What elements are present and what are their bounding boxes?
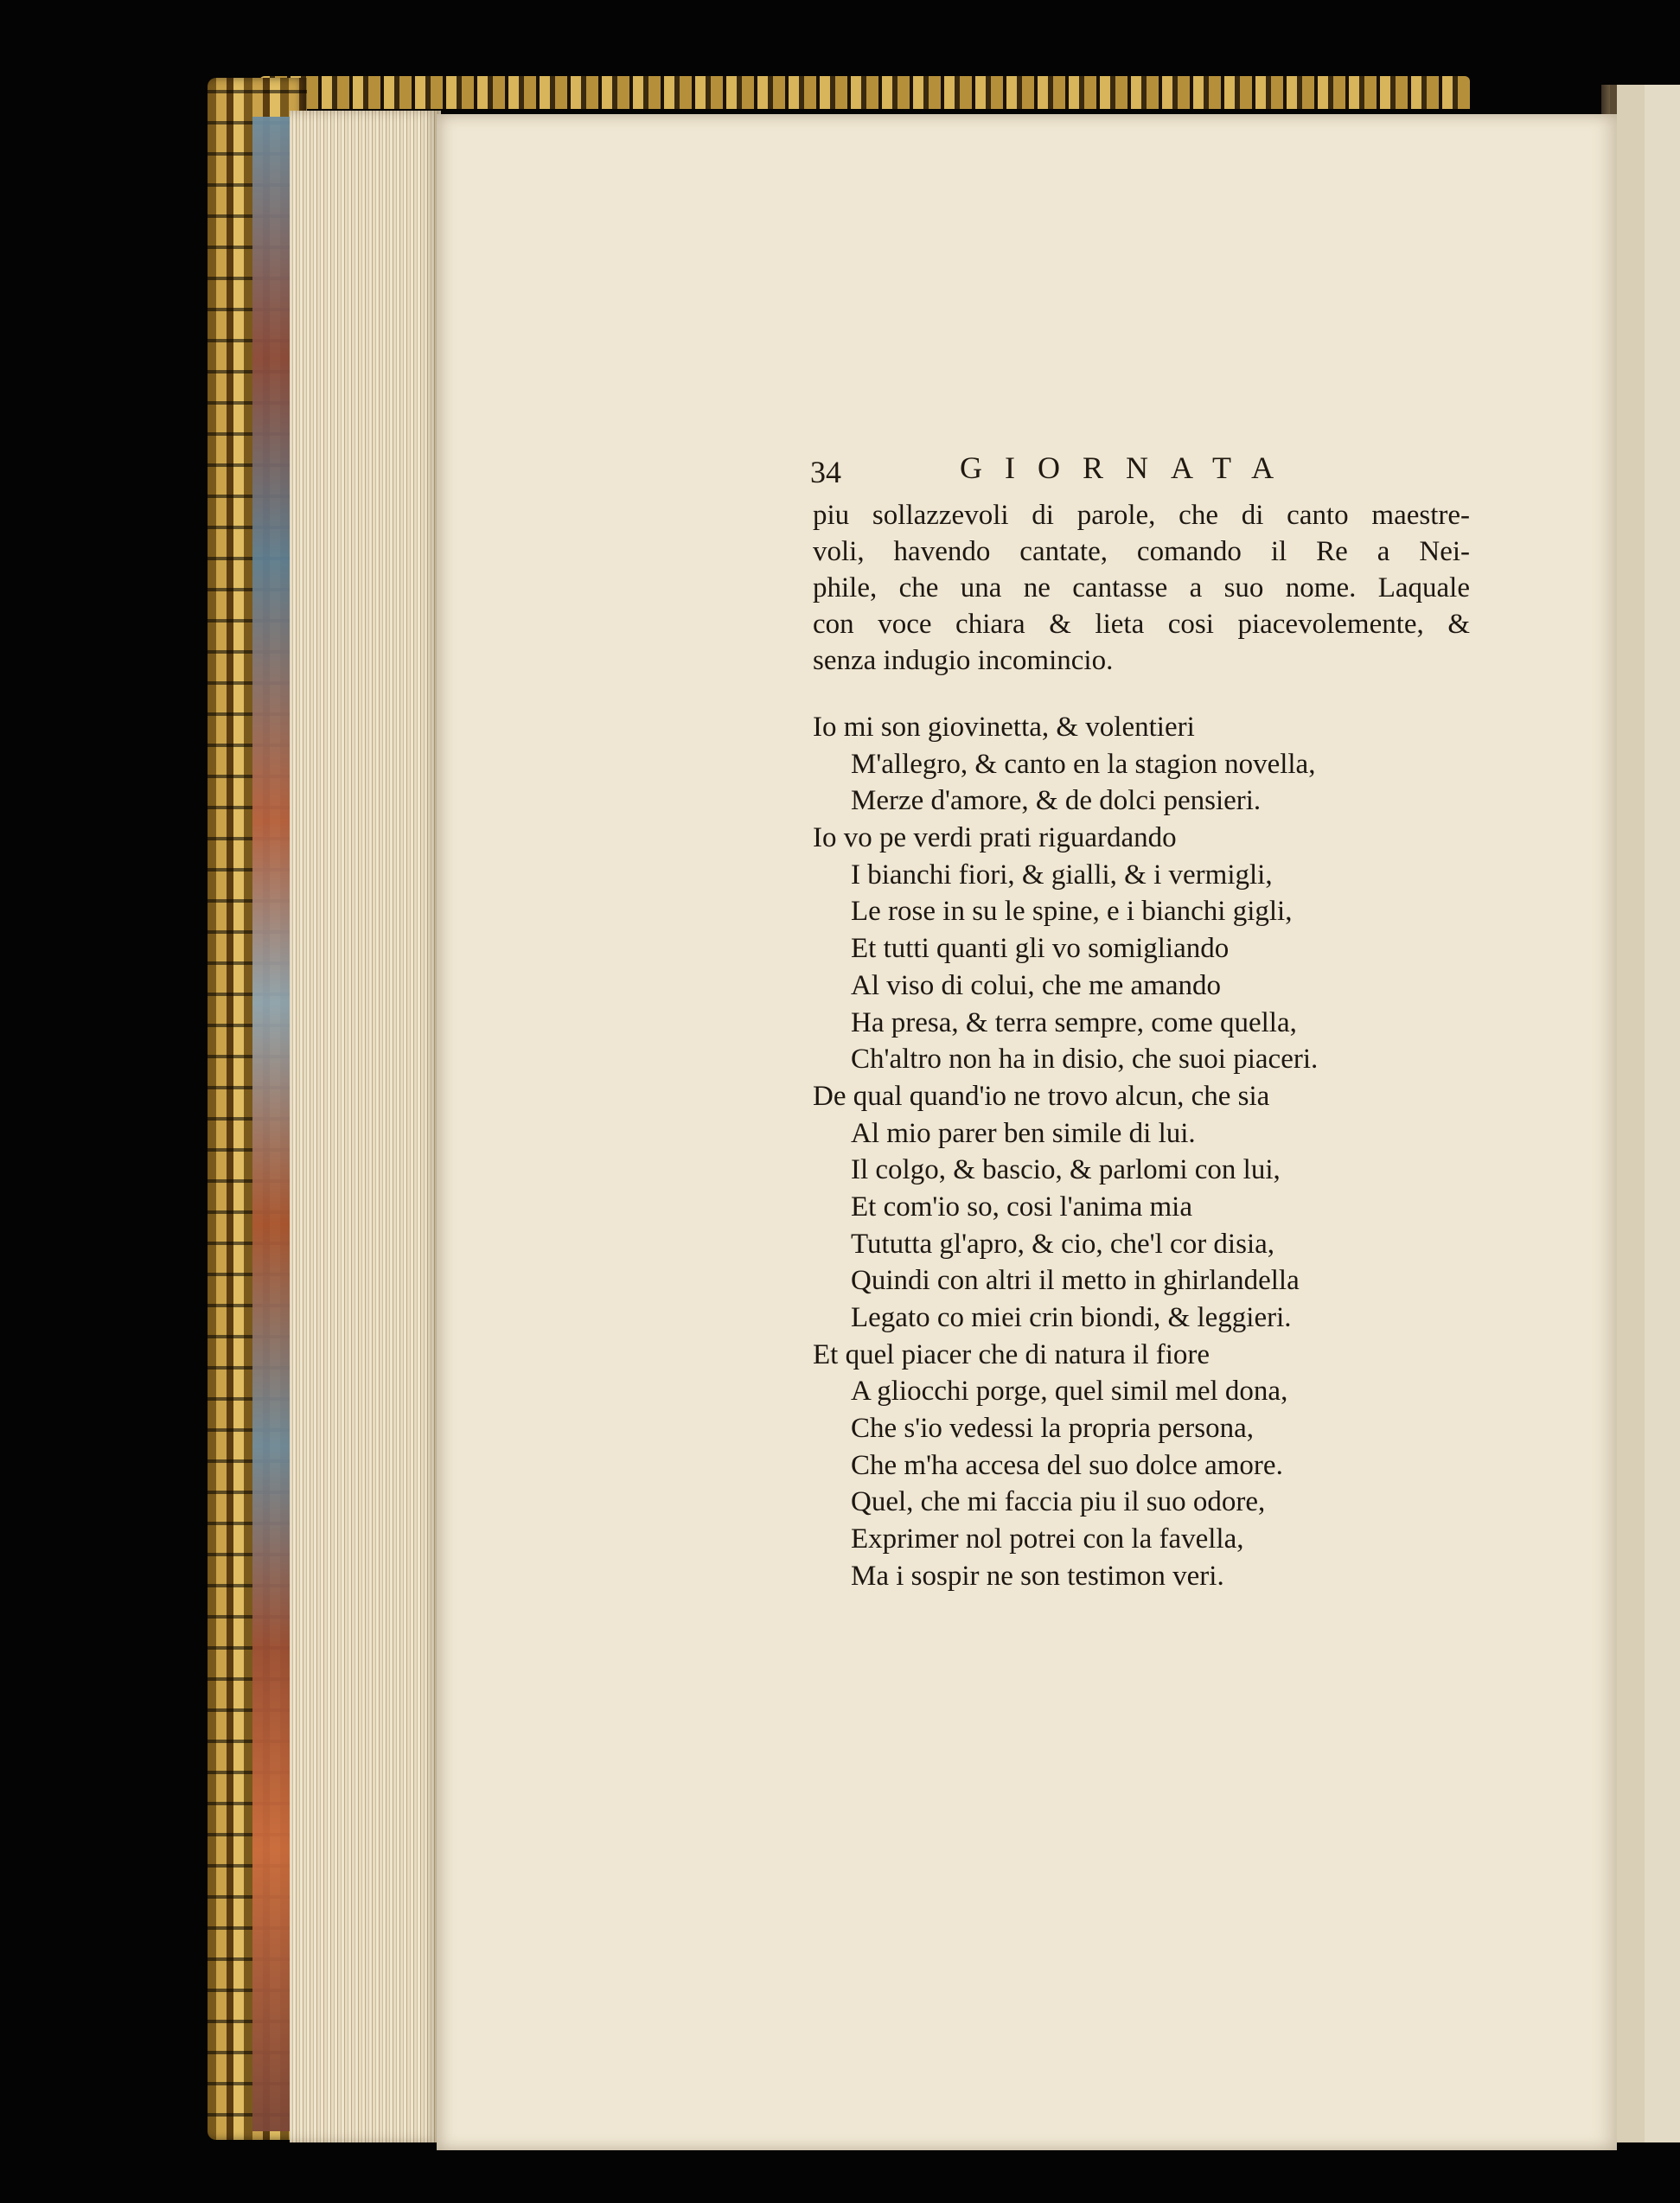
poem-line: Il colgo, & bascio, & parlomi con lui,: [851, 1154, 1281, 1186]
poem-line: Io mi son giovinetta, & volentieri: [813, 712, 1195, 743]
prose-line: piu sollazzevoli di parole, che di canto maestre-: [813, 500, 1470, 531]
poem-line: Et quel piacer che di natura il fiore: [813, 1338, 1210, 1370]
prose-line: phile, che una ne cantasse a suo nome. Laquale: [813, 572, 1470, 603]
poem-line: De qual quand'io ne trovo alcun, che sia: [813, 1080, 1270, 1112]
facing-page: [1610, 85, 1680, 2142]
prose-line: con voce chiara & lieta cosi piacevolemente, &: [813, 609, 1470, 640]
poem-line: Legato co miei crin biondi, & leggieri.: [851, 1302, 1292, 1333]
running-title: GIORNATA: [960, 450, 1297, 485]
prose-line: senza indugio incomincio.: [813, 645, 1114, 676]
poem-line: Quel, che mi faccia piu il suo odore,: [851, 1486, 1266, 1518]
poem-line: Et com'io so, cosi l'anima mia: [851, 1191, 1192, 1223]
poem-line: Tututta gl'apro, & cio, che'l cor disia,: [851, 1228, 1275, 1260]
poem-line: Merze d'amore, & de dolci pensieri.: [851, 785, 1262, 817]
poem-line: Quindi con altri il metto in ghirlandella: [851, 1265, 1300, 1297]
poem-line: Ha presa, & terra sempre, come quella,: [851, 1006, 1297, 1038]
poem-line: A gliocchi porge, quel simil mel dona,: [851, 1376, 1288, 1408]
prose-line: voli, havendo cantate, comando il Re a Nei-: [813, 536, 1470, 567]
poem-line: Le rose in su le spine, e i bianchi gigli,: [851, 896, 1293, 928]
poem-line: Ma i sospir ne son testimon veri.: [851, 1560, 1224, 1592]
page-block-edge: [290, 111, 441, 2142]
poem-line: Al mio parer ben simile di lui.: [851, 1117, 1196, 1149]
poem-line: Al viso di colui, che me amando: [851, 969, 1221, 1001]
poem-line: Io vo pe verdi prati riguardando: [813, 822, 1177, 854]
poem-line: M'allegro, & canto en la stagion novella,: [851, 748, 1316, 780]
poem-verses: [813, 709, 1470, 1595]
poem-line: I bianchi fiori, & gialli, & i vermigli,: [851, 859, 1273, 891]
poem-line: Ch'altro non ha in disio, che suoi piaceri.: [851, 1044, 1319, 1076]
prose-paragraph: [813, 497, 1470, 679]
page-number: 34: [810, 455, 841, 489]
poem-line: Che s'io vedessi la propria persona,: [851, 1413, 1254, 1445]
marbled-edge: [252, 117, 294, 2131]
poem-line: Exprimer nol potrei con la favella,: [851, 1523, 1244, 1555]
poem-line: Et tutti quanti gli vo somigliando: [851, 933, 1230, 965]
gilt-top-border: [259, 76, 1470, 109]
poem-line: Che m'ha accesa del suo dolce amore.: [851, 1449, 1283, 1481]
